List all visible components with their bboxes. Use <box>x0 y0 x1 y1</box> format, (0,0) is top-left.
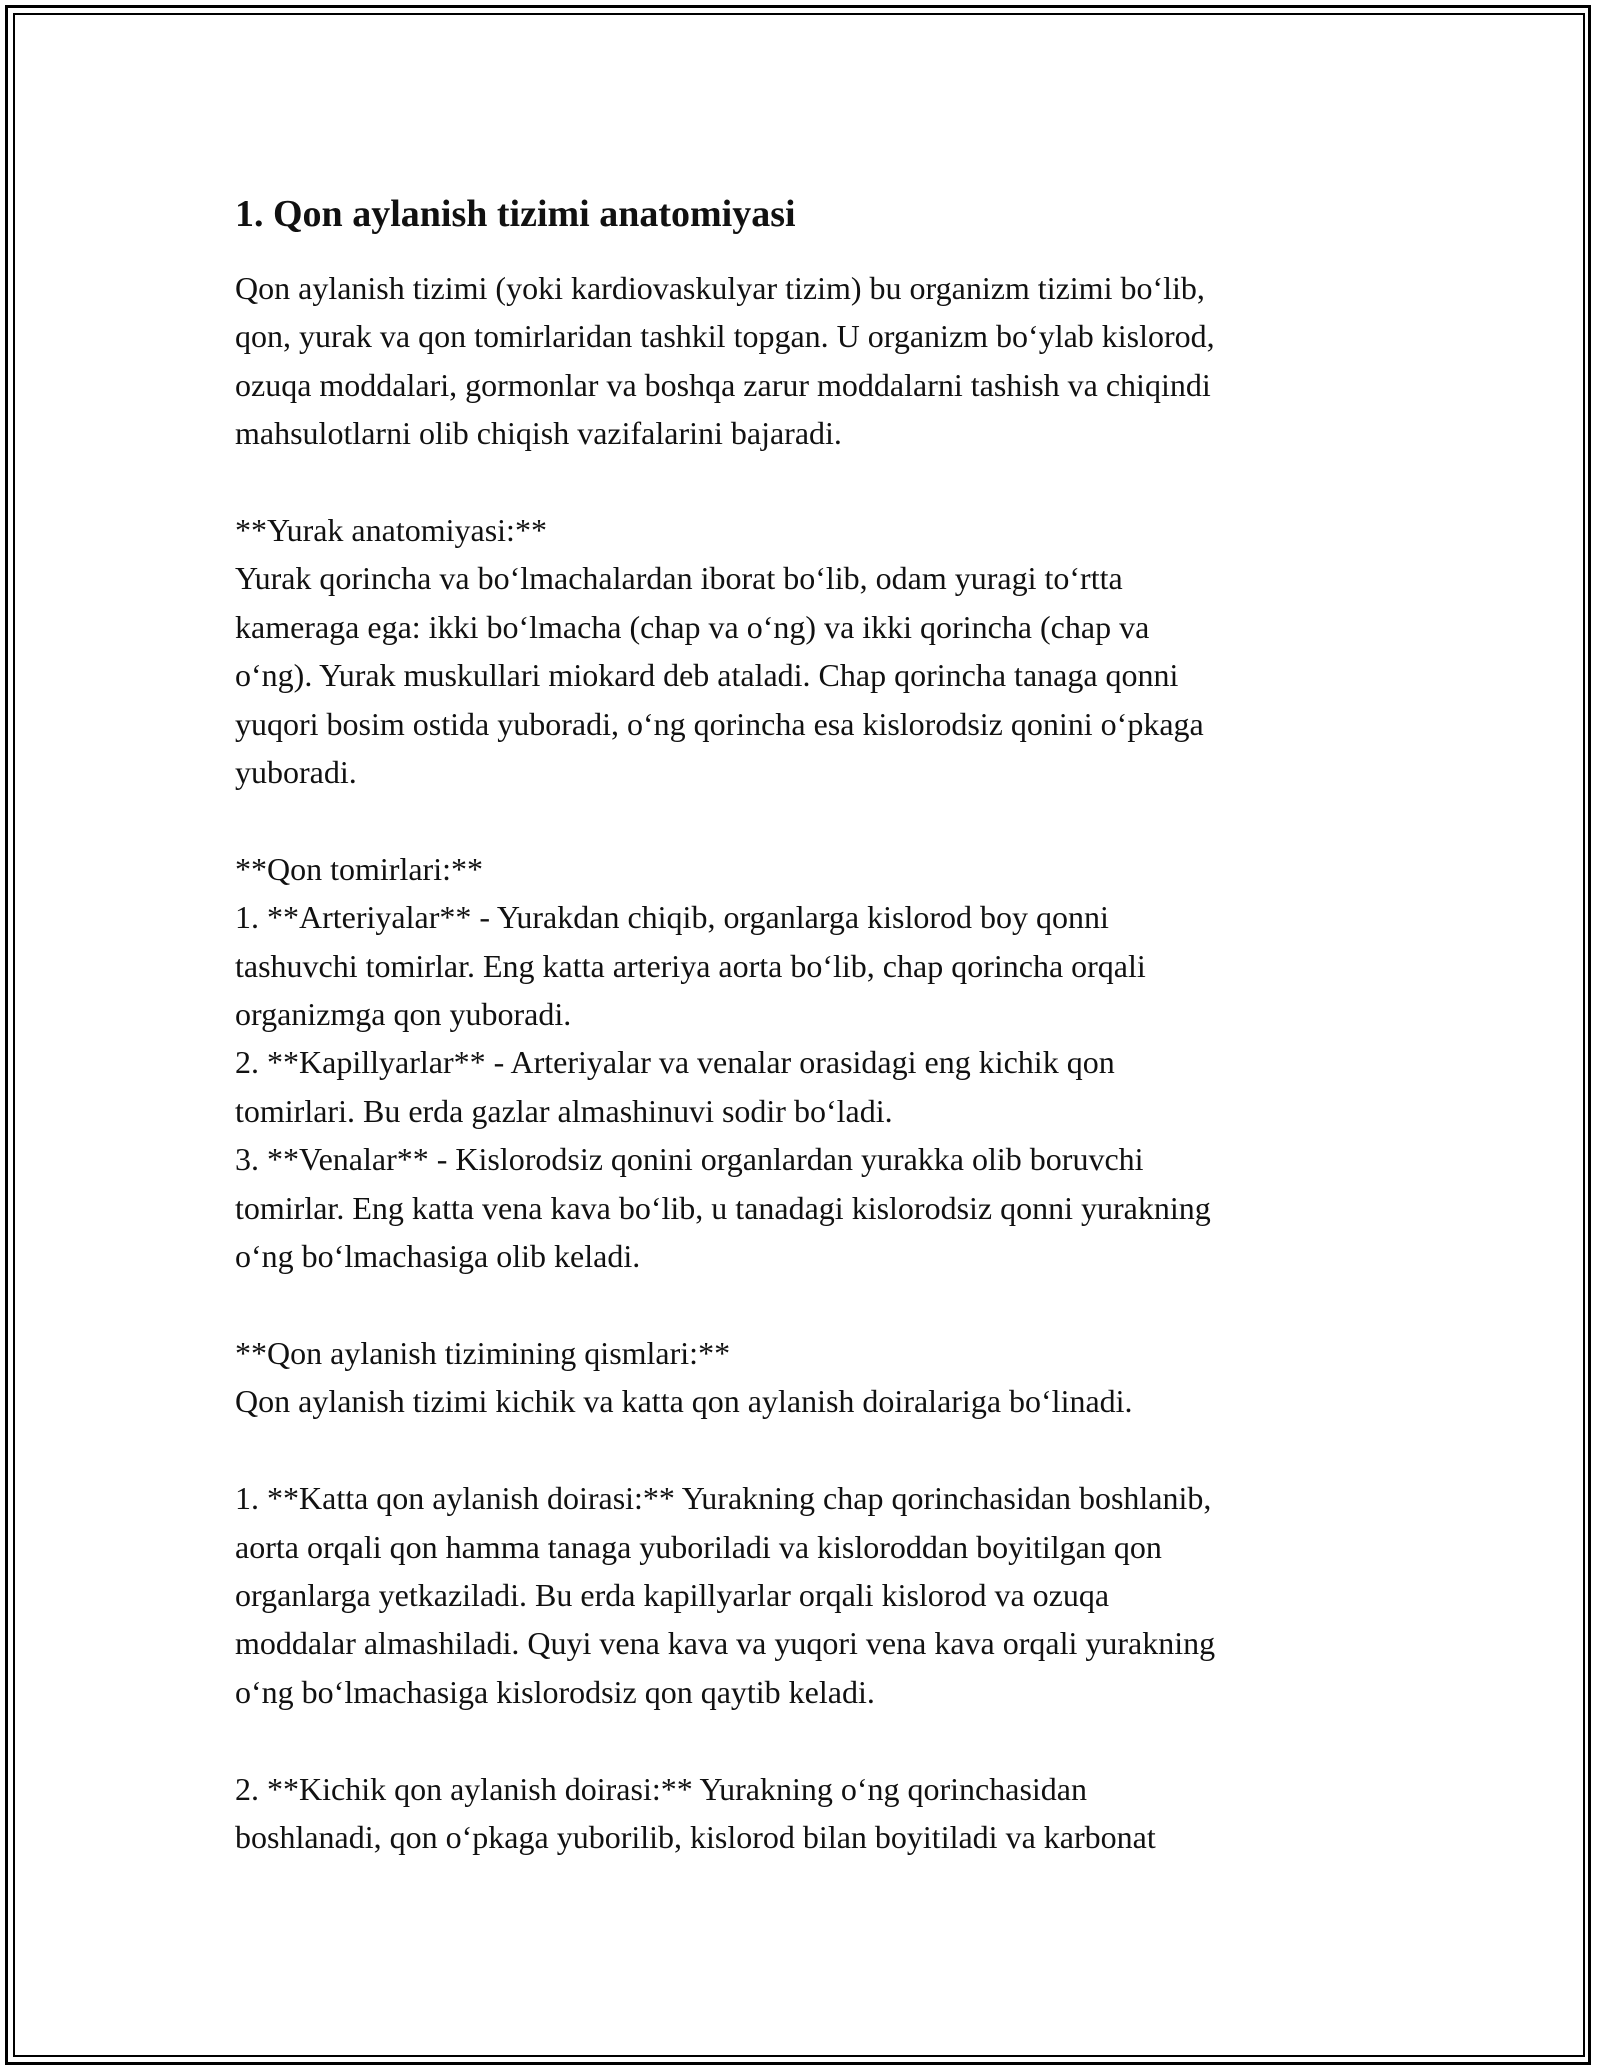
paragraph-gap <box>235 1281 1395 1329</box>
text-line: yuqori bosim ostida yuboradi, o‘ng qorincha esa kislorodsiz qonini o‘pkaga <box>235 705 1204 742</box>
section-heading: **Qon aylanish tizimining qismlari:** <box>235 1334 731 1371</box>
text-line: o‘ng bo‘lmachasiga kislorodsiz qon qaytib keladi. <box>235 1673 875 1710</box>
text-line: organlarga yetkaziladi. Bu erda kapillyarlar orqali kislorod va ozuqa <box>235 1576 1110 1613</box>
text-line: tomirlari. Bu erda gazlar almashinuvi sodir bo‘ladi. <box>235 1092 893 1129</box>
large-circulation-paragraph <box>235 1474 1395 1716</box>
section-heading: **Yurak anatomiyasi:** <box>235 512 547 549</box>
text-line: 2. **Kichik qon aylanish doirasi:** Yurakning o‘ng qorinchasidan <box>235 1770 1087 1807</box>
small-circulation-paragraph <box>235 1765 1395 1862</box>
text-line: qon, yurak va qon tomirlaridan tashkil topgan. U organizm bo‘ylab kislorod, <box>235 318 1215 355</box>
text-line: 2. **Kapillyarlar** - Arteriyalar va venalar orasidagi eng kichik qon <box>235 1044 1115 1081</box>
text-line: moddalar almashiladi. Quyi vena kava va yuqori vena kava orqali yurakning <box>235 1625 1216 1662</box>
paragraph-gap <box>235 458 1395 506</box>
text-line: o‘ng bo‘lmachasiga olib keladi. <box>235 1238 641 1275</box>
heart-anatomy-section <box>235 506 1395 796</box>
text-line: 1. **Katta qon aylanish doirasi:** Yurakning chap qorinchasidan boshlanib, <box>235 1480 1212 1517</box>
text-line: mahsulotlarni olib chiqish vazifalarini bajaradi. <box>235 415 842 452</box>
paragraph-gap <box>235 796 1395 844</box>
text-line: Qon aylanish tizimi kichik va katta qon aylanish doiralariga bo‘linadi. <box>235 1383 1133 1420</box>
text-line: Yurak qorincha va bo‘lmachalardan iborat bo‘lib, odam yuragi to‘rtta <box>235 560 1123 597</box>
text-line: aorta orqali qon hamma tanaga yuboriladi va kisloroddan boyitilgan qon <box>235 1528 1162 1565</box>
text-line: Qon aylanish tizimi (yoki kardiovaskulyar tizim) bu organizm tizimi bo‘lib, <box>235 270 1205 306</box>
blood-vessels-section <box>235 845 1395 1281</box>
text-line: tashuvchi tomirlar. Eng katta arteriya aorta bo‘lib, chap qorincha orqali <box>235 947 1146 984</box>
section-heading: **Qon tomirlari:** <box>235 850 483 887</box>
text-line: tomirlar. Eng katta vena kava bo‘lib, u tanadagi kislorodsiz qonni yurakning <box>235 1189 1211 1226</box>
text-line: o‘ng). Yurak muskullari miokard deb ataladi. Chap qorincha tanaga qonni <box>235 657 1179 694</box>
paragraph-gap <box>235 1716 1395 1764</box>
text-line: ozuqa moddalari, gormonlar va boshqa zarur moddalarni tashish va chiqindi <box>235 366 1211 403</box>
document-page <box>235 190 1395 1861</box>
text-line: organizmga qon yuboradi. <box>235 996 572 1033</box>
text-line: 1. **Arteriyalar** - Yurakdan chiqib, organlarga kislorod boy qonni <box>235 899 1109 936</box>
text-line: boshlanadi, qon o‘pkaga yuborilib, kislorod bilan boyitiladi va karbonat <box>235 1818 1156 1855</box>
text-line: 3. **Venalar** - Kislorodsiz qonini organlardan yurakka olib boruvchi <box>235 1141 1144 1178</box>
intro-paragraph <box>235 264 1395 458</box>
text-line: kameraga ega: ikki bo‘lmacha (chap va o‘ng) va ikki qorincha (chap va <box>235 608 1150 645</box>
circulation-parts-section <box>235 1329 1395 1426</box>
document-title: 1. Qon aylanish tizimi anatomiyasi <box>235 193 796 235</box>
text-line: yuboradi. <box>235 754 357 791</box>
paragraph-gap <box>235 1426 1395 1474</box>
